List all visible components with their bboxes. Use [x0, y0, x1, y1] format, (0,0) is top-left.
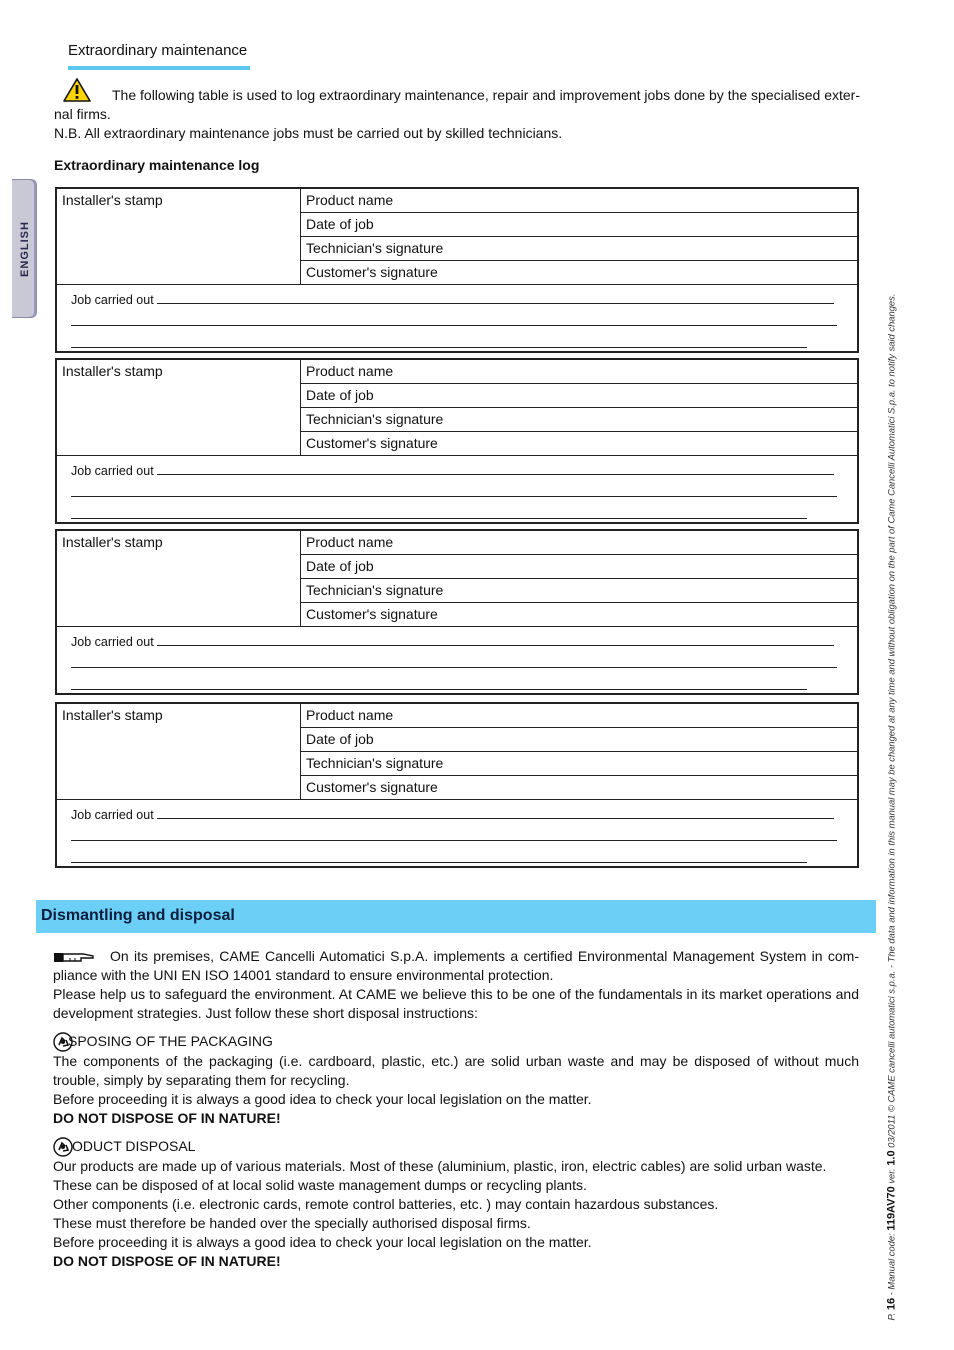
legal-notice: 03/2011 © CAME cancelli automatici s.p.a. - The data and information in this manual may be changed at any time and without obligation on the part of Came Cancelli Automatici S.p.a. to notify said changes.	[885, 293, 896, 1148]
date-of-job-field: Date of job	[301, 555, 857, 579]
customer-signature-field: Customer's signature	[301, 776, 857, 800]
intro-line-1: The following table is used to log extraordinary maintenance, repair and improvement jobs done by the specialised exter-	[112, 87, 860, 103]
job-carried-out-area	[71, 631, 839, 697]
product-text-1: Our products are made up of various materials. Most of these (aluminium, plastic, iron, electric cables) are solid urban waste.	[53, 1158, 827, 1174]
job-carried-out-label: Job carried out	[71, 808, 154, 822]
page-prefix: P.	[885, 1312, 896, 1321]
section-title: Dismantling and disposal	[41, 907, 235, 924]
installer-stamp-cell	[57, 704, 301, 800]
manual-code-prefix: - Manual code:	[885, 1233, 896, 1296]
job-carried-out-label: Job carried out	[71, 293, 154, 307]
installer-stamp-cell	[57, 531, 301, 627]
packaging-warning: DO NOT DISPOSE OF IN NATURE!	[53, 1110, 281, 1126]
version-prefix: ver.	[885, 1168, 896, 1184]
job-carried-out-label: Job carried out	[71, 635, 154, 649]
customer-signature-field: Customer's signature	[301, 261, 857, 285]
technician-signature-field: Technician's signature	[301, 408, 857, 432]
product-text-4: These must therefore be handed over the specially authorised disposal firms.	[53, 1215, 531, 1231]
installer-stamp-label: Installer's stamp	[62, 363, 163, 379]
job-fields	[301, 189, 857, 285]
product-text-5: Before proceeding it is always a good idea to check your local legislation on the matter.	[53, 1234, 592, 1250]
product-name-field: Product name	[301, 531, 857, 555]
installer-stamp-label: Installer's stamp	[62, 707, 163, 723]
side-legal-note	[884, 293, 898, 1321]
packaging-heading: SPOSING OF THE PACKAGING	[68, 1033, 273, 1049]
product-text-3: Other components (i.e. electronic cards, remote control batteries, etc. ) may contain hazardous substances.	[53, 1196, 719, 1212]
installer-stamp-label: Installer's stamp	[62, 534, 163, 550]
job-carried-out-area	[71, 804, 839, 870]
job-carried-out-area	[71, 289, 839, 355]
date-of-job-field: Date of job	[301, 213, 857, 237]
maintenance-log-entry	[55, 529, 859, 695]
job-carried-out-area	[71, 460, 839, 526]
packaging-text-1: The components of the packaging (i.e. cardboard, plastic, etc.) are solid urban waste and may be disposed of without much trouble, simply by separating them for recycling.	[53, 1053, 859, 1088]
page-title: Extraordinary maintenance	[68, 42, 248, 59]
technician-signature-field: Technician's signature	[301, 752, 857, 776]
product-name-field: Product name	[301, 704, 857, 728]
product-name-field: Product name	[301, 189, 857, 213]
date-of-job-field: Date of job	[301, 728, 857, 752]
packaging-text	[53, 1052, 859, 1128]
disposal-intro-line-2: pliance with the UNI EN ISO 14001 standard to ensure environmental protection.	[53, 967, 554, 983]
log-title: Extraordinary maintenance log	[54, 157, 260, 173]
maintenance-log-entry	[55, 702, 859, 868]
maintenance-log-entry	[55, 187, 859, 353]
installer-stamp-cell	[57, 360, 301, 456]
intro-paragraph	[54, 86, 860, 143]
job-carried-out-label: Job carried out	[71, 464, 154, 478]
product-disposal-heading: ODUCT DISPOSAL	[72, 1138, 196, 1154]
disposal-intro-line-1: On its premises, CAME Cancelli Automatici S.p.A. implements a certified Environmental Management System in com-	[110, 948, 859, 964]
customer-signature-field: Customer's signature	[301, 603, 857, 627]
product-text-2: These can be disposed of at local solid waste management dumps or recycling plants.	[53, 1177, 587, 1193]
intro-line-3: N.B. All extraordinary maintenance jobs must be carried out by skilled technicians.	[54, 125, 563, 141]
technician-signature-field: Technician's signature	[301, 237, 857, 261]
installer-stamp-cell	[57, 189, 301, 285]
title-underline	[68, 66, 250, 70]
product-warning: DO NOT DISPOSE OF IN NATURE!	[53, 1253, 281, 1269]
job-fields	[301, 704, 857, 800]
job-fields	[301, 360, 857, 456]
installer-stamp-label: Installer's stamp	[62, 192, 163, 208]
page-number: 16	[885, 1297, 897, 1311]
date-of-job-field: Date of job	[301, 384, 857, 408]
disposal-intro-line-3: Please help us to safeguard the environment. At CAME we believe this to be one of the fundamentals in its market operations and development strategies. Just follow these short disposal instructions:	[53, 986, 859, 1021]
customer-signature-field: Customer's signature	[301, 432, 857, 456]
maintenance-log-entry	[55, 358, 859, 524]
language-tab-label-wrap	[12, 179, 37, 318]
disposal-intro	[53, 947, 859, 1023]
packaging-text-2: Before proceeding it is always a good idea to check your local legislation on the matter.	[53, 1091, 592, 1107]
intro-line-2: nal firms.	[54, 106, 111, 122]
technician-signature-field: Technician's signature	[301, 579, 857, 603]
language-tab-label: ENGLISH	[18, 220, 31, 277]
job-fields	[301, 531, 857, 627]
product-disposal-text	[53, 1157, 859, 1271]
product-name-field: Product name	[301, 360, 857, 384]
manual-code: 119AV70	[885, 1186, 897, 1231]
recycle-icon	[53, 1137, 73, 1157]
version-number: 1.0	[885, 1150, 897, 1166]
